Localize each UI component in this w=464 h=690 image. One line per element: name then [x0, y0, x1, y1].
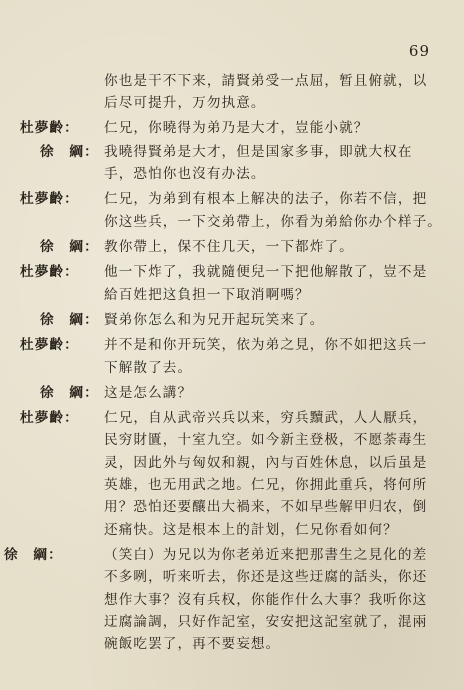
speaker-name: 杜夢齡：: [20, 191, 79, 208]
dialogue-text: [104, 261, 444, 306]
speaker-name: 徐 綱：: [40, 239, 99, 256]
speaker-name: 杜夢齡：: [20, 264, 79, 281]
text-line: 給百姓把这負担一下取消啊嗎？: [104, 286, 310, 303]
dialogue-text: [104, 188, 444, 233]
dialogue-text: [104, 236, 444, 258]
text-line: 賢弟你怎么和为兄开起玩笑来了。: [104, 311, 325, 328]
text-line: 迂腐論調，只好作記室，安安把这記室就了，混兩: [104, 613, 428, 630]
speaker-name: 杜夢齡：: [20, 410, 79, 427]
dialogue-text: [104, 141, 444, 186]
speaker-name: 徐 綱：: [4, 546, 63, 563]
text-line: 手，恐怕你也沒有办法。: [104, 166, 266, 183]
text-line: 你也是干不下来，請賢弟受一点屈，暂且俯就，以: [104, 73, 428, 89]
text-line: 碗飯吃罢了，再不要妄想。: [104, 636, 281, 653]
dialogue-text: [104, 334, 444, 379]
dialogue-entry: [0, 141, 464, 186]
dialogue-entry: [0, 188, 464, 233]
speaker-name: 徐 綱：: [40, 143, 99, 160]
dialogue-text: [104, 407, 444, 541]
text-line: 你这些兵，一下交弟帶上，你看为弟給你办个样子。: [104, 213, 442, 230]
text-line: 我曉得賢弟是大才，但是国家多事，即就大权在: [104, 143, 413, 160]
dialogue-text: [104, 309, 444, 331]
speaker-name: 徐 綱：: [40, 311, 99, 328]
text-line: 仁兄，自从武帝兴兵以来，穷兵黷武，人人厭兵，: [104, 410, 428, 427]
dialogue-text: [104, 117, 444, 139]
speaker-name: 徐 綱：: [40, 384, 99, 401]
dialogue-entry: [0, 117, 464, 139]
text-line: 仁兄，你曉得为弟乃是大才，豈能小就？: [104, 119, 369, 136]
text-line: 英雄，也无用武之地。仁兄，你拥此重兵，将何所: [104, 477, 428, 494]
speaker-name: 杜夢齡：: [20, 119, 79, 136]
dialogue-entry: [0, 309, 464, 331]
dialogue-entry: [0, 261, 464, 306]
text-line: 这是怎么講？: [104, 384, 193, 401]
text-line: 用？恐怕还要釀出大禍来，不如早些解甲归农，倒: [104, 499, 428, 516]
dialogue-entry: [0, 236, 464, 258]
text-line: 灵，因此外与匈奴和親，內与百姓休息，以后虽是: [104, 454, 428, 471]
text-line: 他一下炸了，我就隨便兒一下把他解散了，豈不是: [104, 264, 428, 281]
text-line: 还痛快。这是根本上的計划，仁兄你看如何？: [104, 521, 398, 538]
dialogue-entry: [0, 544, 464, 655]
dialogue-text: [104, 544, 444, 655]
text-line: 仁兄，为弟到有根本上解决的法子，你若不信，把: [104, 191, 428, 208]
dialogue-entry: [0, 382, 464, 404]
dialogue-text: [104, 70, 444, 115]
dialogue-text: [104, 382, 444, 404]
speaker-name: 杜夢齡：: [20, 337, 79, 354]
page-number: 69: [408, 42, 430, 60]
dialogue-entry: [0, 334, 464, 379]
text-line: 教你帶上，保不住几天，一下都炸了。: [104, 239, 354, 256]
dialogue-entry: [0, 407, 464, 541]
text-line: 并不是和你开玩笑，依为弟之見，你不如把这兵一: [104, 337, 428, 354]
text-line: 想作大事？沒有兵权，你能作什么大事？我听你这: [104, 591, 428, 608]
text-line: 不多咧，听来听去，你还是这些迂腐的話头，你还: [104, 569, 428, 586]
dialogue-entry: [0, 70, 464, 115]
text-line: 下解散了去。: [104, 359, 193, 376]
text-line: （笑白）为兄以为你老弟近来把那書生之見化的差: [104, 546, 428, 563]
text-line: 民穷財匱，十室九空。如今新主登极，不愿荼毒生: [104, 432, 428, 449]
text-line: 后尽可提升，万勿执意。: [104, 95, 266, 112]
script-body: [0, 70, 464, 655]
